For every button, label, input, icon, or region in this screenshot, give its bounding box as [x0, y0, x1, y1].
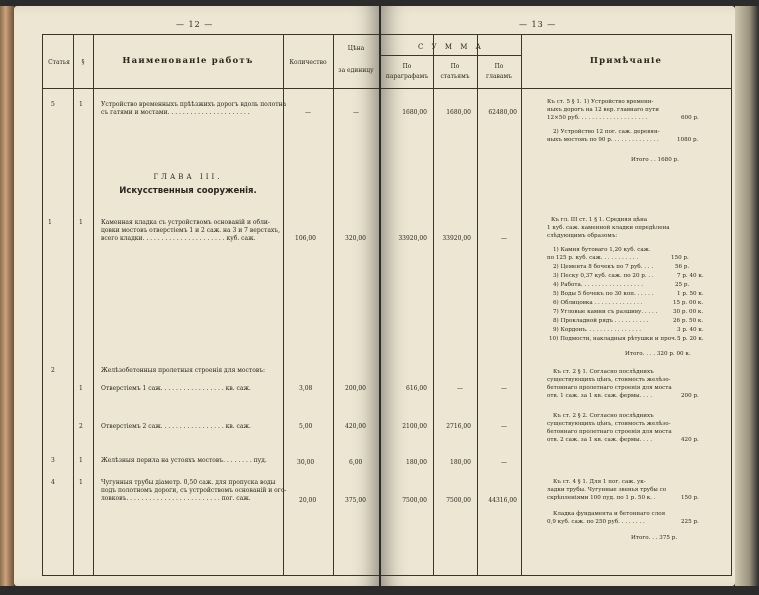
- row-par: 1: [79, 101, 83, 108]
- row-statya: 1: [48, 219, 52, 226]
- sum-chapter: 62480,00: [488, 109, 517, 116]
- row-qty: —: [305, 109, 311, 116]
- note-line: существующихъ цѣнъ, стоимость желѣзо-: [547, 377, 671, 383]
- sum-chapter: —: [501, 235, 507, 242]
- row-par: 1: [79, 219, 83, 226]
- note-line: бетоннаго пролетнаго строенія для моста: [547, 429, 672, 435]
- header-by-chapter-2: главамъ: [486, 73, 512, 80]
- note-line: Къ гл. III ст. 1 § 1. Средняя цѣна: [551, 217, 648, 223]
- row-price: 420,00: [345, 423, 366, 430]
- row-par: 1: [79, 385, 83, 392]
- row-statya: 2: [51, 367, 55, 374]
- row-price: 200,00: [345, 385, 366, 392]
- note-item: 4) Работа. . . . . . . . . . . . . . . . . .: [553, 282, 644, 288]
- sum-article: 1680,00: [446, 109, 471, 116]
- note-value: 56 р.: [675, 264, 690, 270]
- sum-article: —: [457, 385, 463, 392]
- sum-paragraph: 33920,00: [398, 235, 427, 242]
- chapter-title: Искусственныя сооруженія.: [119, 186, 257, 196]
- note-line: отв. 1 саж. за 1 кв. саж. фермы. . . .: [547, 393, 653, 399]
- note-line: Кладка фундамента и бетоннаго слоя: [553, 511, 666, 517]
- note-item: 10) Подмости, накладныя рѣтушки и проч. .: [549, 336, 681, 342]
- row-price: 6,00: [349, 459, 363, 466]
- note-value: 7 р. 40 к.: [677, 273, 704, 279]
- row-text: цовки мостовъ отверстіемъ 1 и 2 саж. на 3 и 7 верстахъ,: [101, 227, 281, 234]
- row-price: 375,00: [345, 497, 366, 504]
- row-par: 2: [79, 423, 83, 430]
- row-qty: 20,00: [299, 497, 317, 504]
- note-value: 15 р. 00 к.: [673, 300, 704, 306]
- note-line: скрѣпленіями 100 пуд. по 1 р. 50 к. .: [547, 495, 656, 501]
- sum-chapter: —: [501, 385, 507, 392]
- row-par: 1: [79, 479, 83, 486]
- header-by-paragraph-2: параграфамъ: [385, 73, 429, 80]
- header-remarks: Примѣчаніе: [589, 56, 663, 66]
- note-value: 30 р. 00 к.: [673, 309, 704, 315]
- row-text: Желѣзныя перила на устояхъ мостовъ. . . . . . . . пуд.: [101, 457, 267, 464]
- row-qty: 30,00: [297, 459, 315, 466]
- row-text: съ гатями и мостами. . . . . . . . . . . . . . . . . . . . . .: [101, 109, 250, 116]
- note-item: 5) Воды 5 бочекъ по 30 коп. . . . . .: [553, 291, 654, 297]
- row-statya: 3: [51, 457, 55, 464]
- row-text: всего кладки. . . . . . . . . . . . . . . . . . . . . . куб. саж.: [101, 235, 256, 242]
- note-value: 600 р.: [681, 115, 699, 121]
- note-value: 3 р. 40 к.: [677, 327, 704, 333]
- note-value: 5 р. 20 к.: [677, 336, 704, 342]
- note-line: 1 куб. саж. каменной кладки опредѣлена: [547, 225, 670, 231]
- left-table: [42, 34, 379, 576]
- row-text: Устройство временныхъ прѣѣзжихъ дорогъ вдоль полотна: [101, 101, 287, 108]
- note-value: 420 р.: [681, 437, 699, 443]
- row-text: Желѣзобетонныя пролетныя строенія для мостовъ:: [101, 367, 266, 374]
- sum-paragraph: 616,00: [406, 385, 427, 392]
- note-item: 2) Цемента 8 бочекъ по 7 руб. . . .: [553, 264, 654, 270]
- header-by-article: По: [450, 63, 460, 70]
- note-value: 150 р.: [681, 495, 699, 501]
- note-line: Къ ст. 2 § 2. Согласно послѣднихъ: [553, 413, 654, 419]
- right-table: [381, 34, 732, 576]
- header-name: Наименованіе работъ: [122, 56, 254, 66]
- note-value: 1 р. 50 к.: [677, 291, 704, 297]
- note-line: Къ ст. 2 § 1. Согласно послѣднихъ: [553, 369, 654, 375]
- sum-paragraph: 180,00: [406, 459, 427, 466]
- header-by-chapter: По: [494, 63, 504, 70]
- page-number: — 12 —: [176, 20, 214, 29]
- sum-chapter: —: [501, 459, 507, 466]
- note-total: Итого. . . 375 р.: [631, 535, 678, 541]
- note-line: 2) Устройство 12 пог. саж. деревян-: [553, 129, 660, 135]
- note-item: 8) Прокладной рядъ . . . . . . . . . .: [553, 318, 649, 324]
- sum-article: 180,00: [450, 459, 471, 466]
- note-line: ныхъ дорогъ на 12 вер. главнаго пути: [547, 107, 659, 113]
- header-quantity: Количество: [289, 59, 327, 66]
- note-line: ладки трубы. Чугунные звенья трубы со: [547, 487, 667, 493]
- header-price-2: за единицу: [338, 67, 374, 74]
- note-total: Итого. . . . 320 р. 00 к.: [625, 351, 691, 357]
- note-value: 25 р.: [675, 282, 690, 288]
- note-value: 26 р. 50 к.: [673, 318, 704, 324]
- note-value: 225 р.: [681, 519, 699, 525]
- right-page: [381, 6, 735, 586]
- note-value: 1080 р.: [677, 137, 699, 143]
- chapter-number: ГЛАВА III.: [153, 173, 223, 181]
- left-page: [14, 6, 379, 586]
- note-item: 9) Кордонъ. . . . . . . . . . . . . . . .: [553, 327, 642, 333]
- row-text: ловковъ. . . . . . . . . . . . . . . . . . . . . . . . . пог. саж.: [101, 495, 251, 502]
- note-item: 1) Камня бутоваго 1,20 куб. саж.: [553, 247, 651, 253]
- note-item: 7) Угловые камни съ разшиву. . . . .: [553, 309, 658, 315]
- note-line: ныхъ мостовъ по 90 р. . . . . . . . . . . . . .: [547, 137, 659, 143]
- row-qty: 106,00: [295, 235, 316, 242]
- page-number: — 13 —: [519, 20, 557, 29]
- note-line: Къ ст. 4 § 1. Для 1 пог. саж. ук-: [553, 479, 646, 485]
- header-by-article-2: статьямъ: [440, 73, 470, 80]
- header-by-paragraph: По: [402, 63, 412, 70]
- note-value: 200 р.: [681, 393, 699, 399]
- sum-chapter: —: [501, 423, 507, 430]
- row-qty: 3,08: [299, 385, 313, 392]
- note-line: бетоннаго пролетнаго строенія для моста: [547, 385, 672, 391]
- sum-paragraph: 1680,00: [402, 109, 427, 116]
- note-value: 150 р.: [671, 255, 689, 261]
- note-item: 3) Песку 0,37 куб. саж. по 20 р. . .: [553, 273, 654, 279]
- note-item: 6) Облицовка . . . . . . . . . . . . . .: [553, 300, 643, 306]
- note-total: Итого . . 1680 р.: [631, 157, 679, 163]
- note-line: Къ ст. 5 § 1. 1) Устройство временн-: [547, 99, 654, 105]
- row-statya: 4: [51, 479, 55, 486]
- sum-paragraph: 7500,00: [402, 497, 427, 504]
- row-text: Чугунныя трубы діаметр. 0,50 саж. для пропуска воды: [101, 479, 276, 486]
- row-statya: 5: [51, 101, 55, 108]
- sum-article: 7500,00: [446, 497, 471, 504]
- sum-article: 33920,00: [442, 235, 471, 242]
- header-price-1: Цѣна: [347, 45, 365, 52]
- header-statya: Статья: [48, 59, 70, 66]
- note-line: отв. 2 саж. за 1 кв. саж. фермы. . . .: [547, 437, 653, 443]
- note-item: по 125 р. куб. саж. . . . . . . . . . .: [547, 255, 639, 261]
- book-right-edge: [735, 6, 759, 586]
- note-line: 12×50 руб. . . . . . . . . . . . . . . . . . . .: [547, 115, 648, 121]
- sum-paragraph: 2100,00: [402, 423, 427, 430]
- row-qty: 5,00: [299, 423, 313, 430]
- header-paragraph: §: [81, 59, 85, 66]
- note-line: слѣдующимъ образомъ:: [547, 233, 618, 239]
- book-left-edge: [0, 6, 14, 586]
- row-par: 1: [79, 457, 83, 464]
- sum-chapter: 44316,00: [488, 497, 517, 504]
- row-text: Отверстіемъ 1 саж. . . . . . . . . . . . . . . . . кв. саж.: [101, 385, 251, 392]
- note-line: 0,9 куб. саж. по 250 руб. . . . . . . .: [547, 519, 645, 525]
- sum-article: 2716,00: [446, 423, 471, 430]
- row-text: Каменная кладка съ устройствомъ основаній и обли-: [101, 219, 270, 226]
- row-price: —: [353, 109, 359, 116]
- row-price: 320,00: [345, 235, 366, 242]
- header-summa: С У М М А: [418, 43, 484, 51]
- row-text: подъ полотномъ дороги, съ устройствомъ основаній и ого-: [101, 487, 287, 494]
- note-line: существующихъ цѣнъ, стоимость желѣзо-: [547, 421, 671, 427]
- row-text: Отверстіемъ 2 саж. . . . . . . . . . . . . . . . . кв. саж.: [101, 423, 251, 430]
